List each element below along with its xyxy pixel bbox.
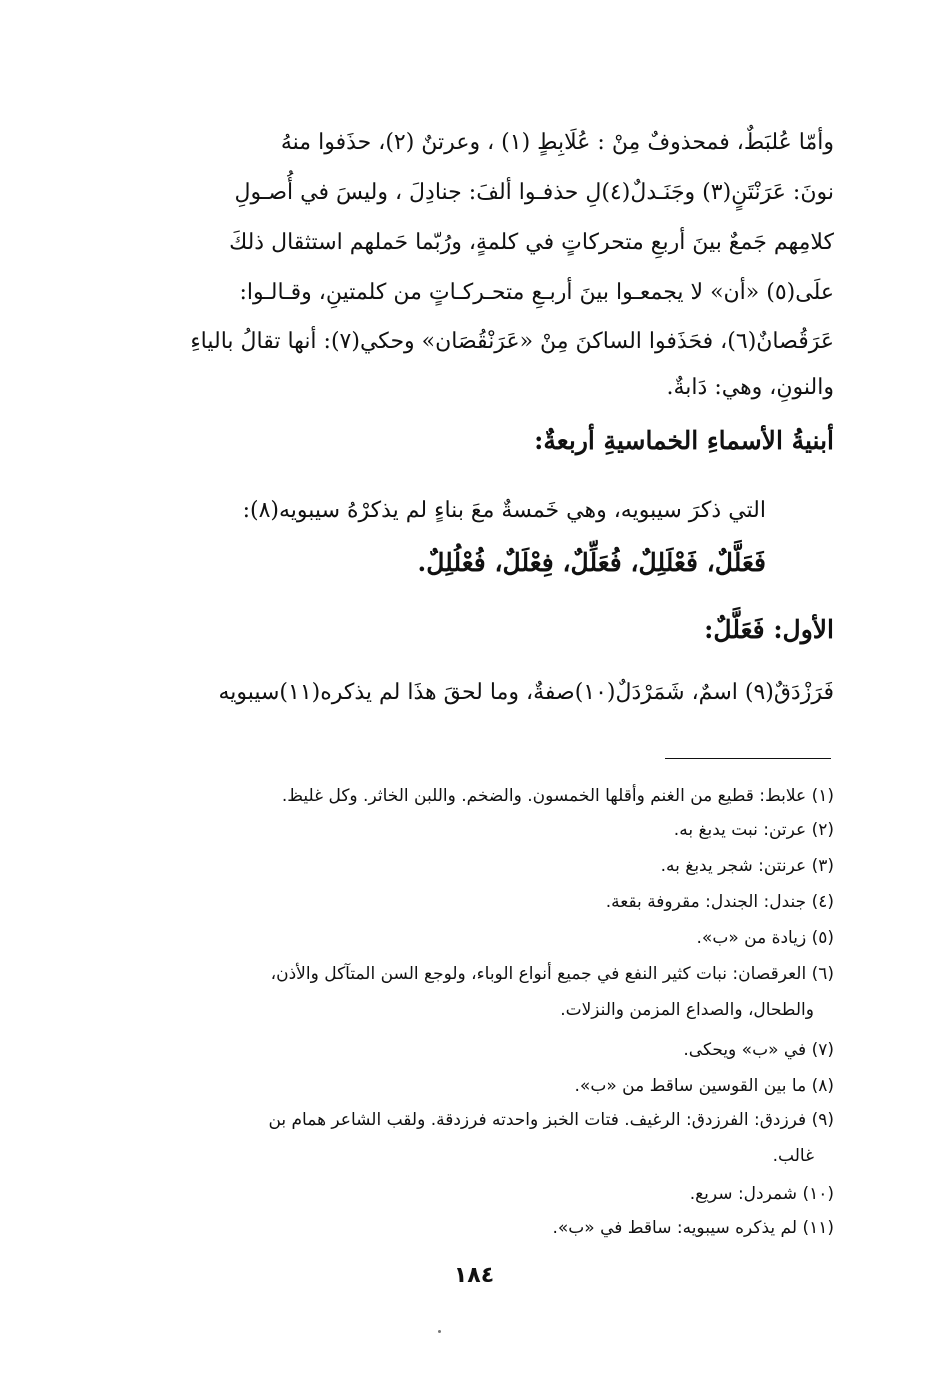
body-line-5: عَرَقُصانٌ(٦)، فحَذَفوا الساكنَ مِنْ «عَرَنْقُصَان» وحكي(٧): أنها تقالُ بالياءِ: [190, 329, 834, 354]
footnote-6: (٦) العرقصان: نبات كثير النفع في جميع أنواع الوباء، ولوجع السن المتآكل والأذن،: [270, 964, 834, 984]
scan-speck: [438, 1330, 441, 1333]
footnote-6-continued: والطحال، والصداع المزمن والنزلات.: [560, 1000, 814, 1020]
footnote-1: (١) علابط: قطيع من الغنم وأقلها الخمسون. والضخم. واللبن الخاثر. وكل غليظ.: [281, 786, 834, 806]
footnote-10: (١٠) شمردل: سريع.: [689, 1184, 834, 1204]
footnote-5: (٥) زيادة من «ب».: [696, 928, 834, 948]
footnote-separator: [665, 758, 831, 759]
footnote-9: (٩) فرزدق: الفرزدق: الرغيف. فتات الخبز واحدته فرزدقة. ولقب الشاعر همام بن: [268, 1110, 834, 1130]
footnote-8: (٨) ما بين القوسين ساقط من «ب».: [574, 1076, 834, 1096]
page-number: ١٨٤: [453, 1263, 495, 1288]
footnote-9-continued: غالب.: [772, 1146, 814, 1166]
footnote-2: (٢) عرتن: نبت يدبغ به.: [673, 820, 834, 840]
body-line-4: علَى(٥) «أن» لا يجمعـوا بينَ أربـعِ متحـركـاتٍ من كلمتينِ، وقـالـوا:: [239, 280, 834, 305]
section-heading: أبنيةُ الأسماءِ الخماسيةِ أربعةٌ:: [534, 426, 834, 455]
first-pattern-line: فَرَزْدَقٌ(٩) اسمٌ، شَمَرْدَلٌ(١٠)صفةٌ، وما لحقَ هذَا لم يذكره(١١)سيبويه: [218, 680, 834, 705]
body-line-2: نونَ: عَرَنْتَنٍ(٣) وجَنَـدلٌ(٤)لِ حذفـوا ألفَ: جنادِلَ ، وليسَ في أُصـولِ: [234, 180, 834, 205]
footnote-11: (١١) لم يذكره سيبويه: ساقط في «ب».: [552, 1218, 834, 1238]
footnote-3: (٣) عرنتن: شجر يدبغ به.: [660, 856, 834, 876]
subheading: الأول: فَعَلَّلٌ:: [704, 615, 834, 644]
intro-line: التي ذكرَ سيبويه، وهي خَمسةٌ معَ بناءٍ لم يذكرْهُ سيبويه(٨):: [242, 498, 766, 523]
body-line-6: والنونِ، وهي: دَابةٌ.: [666, 375, 834, 400]
footnote-7: (٧) في «ب» ويحكى.: [683, 1040, 834, 1060]
footnote-4: (٤) جندل: الجندل: مقروفة بقعة.: [605, 892, 834, 912]
patterns-line: فَعَلَّلٌ، فَعْلَلِلٌ، فُعَلِّلٌ، فِعْلَلٌ، فُعْلُلِلٌ.: [417, 548, 766, 577]
body-line-3: كلامِهم جَمعٌ بينَ أربعِ متحركاتٍ في كلمةٍ، ورُبّما حَملهم استثقال ذلكَ: [229, 230, 834, 255]
body-line-1: وأمّا عُلبَطٌ، فمحذوفٌ مِنْ : عُلَابِطٍ (١) ، وعرتنٌ (٢)، حذَفوا منهُ: [280, 130, 834, 155]
